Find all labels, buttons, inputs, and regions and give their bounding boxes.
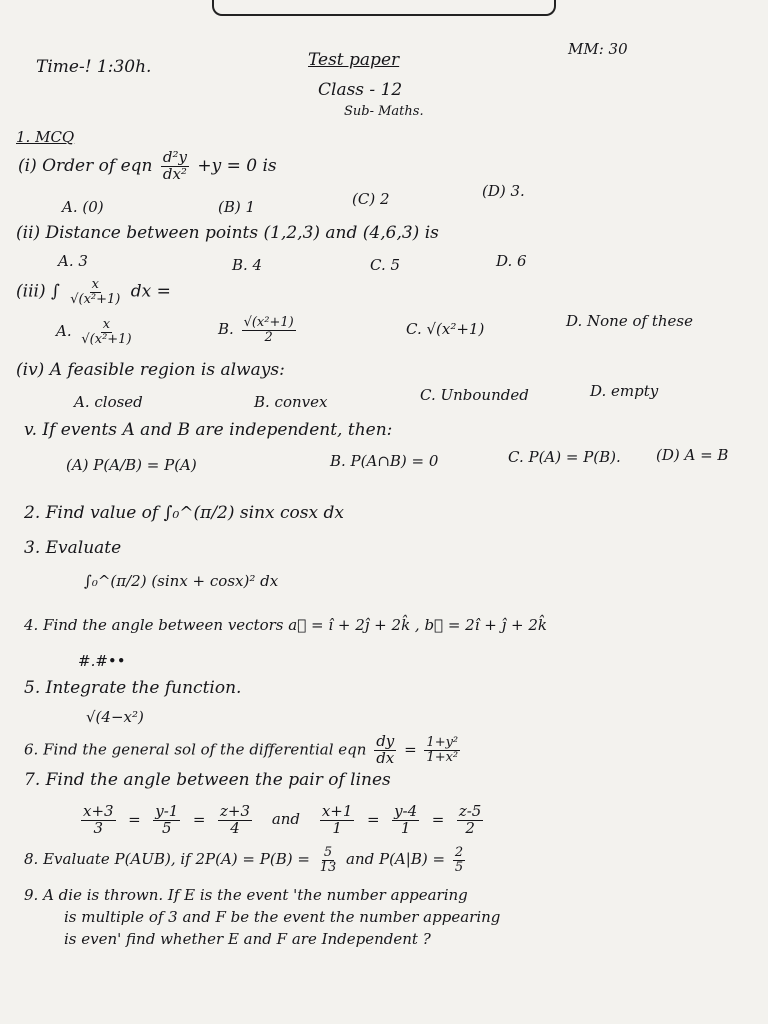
q1iii-option-d: D. None of these [566, 312, 693, 330]
q7-line1-y [153, 804, 180, 837]
question-1i-rest: +y = 0 is [197, 155, 277, 176]
question-8 [24, 846, 468, 874]
q7-l2b-num: y-4 [394, 802, 418, 820]
subject-label: Sub- Maths. [344, 104, 424, 119]
max-marks-label: MM: 30 [568, 40, 628, 58]
q1v-option-b: B. P(A∩B) = 0 [330, 452, 439, 470]
q7-l1c-num: z+3 [220, 802, 251, 820]
question-6-lhs-fraction [374, 734, 396, 767]
question-1iv: (iv) A feasible region is always: [16, 360, 285, 380]
q1iii-a-den: √(x²+1) [81, 331, 132, 347]
q7-l1c-den: 4 [230, 818, 240, 837]
q1iii-option-a-fraction [79, 318, 133, 346]
q7-l2a-num: x+1 [321, 802, 353, 820]
time-label: Time-! 1:30h. [36, 57, 152, 77]
q6-equals: = [404, 740, 417, 759]
q1iii-option-a [56, 318, 137, 346]
q7-and: and [271, 810, 301, 829]
q1iii-a-num: x [102, 317, 111, 332]
question-1iii-rest: dx = [130, 281, 171, 302]
q1ii-option-c: C. 5 [370, 256, 401, 274]
section-mcq-heading: 1. MCQ [16, 128, 75, 146]
q1iv-option-d: D. empty [590, 382, 659, 400]
q8-f2-den: 5 [454, 859, 464, 875]
question-9-line-2: is multiple of 3 and F be the event the number appearing [64, 908, 501, 926]
q1iii-option-b-fraction [242, 316, 296, 344]
q1i-frac-num: d²y [162, 148, 187, 166]
notebook-binding-edge [212, 0, 556, 16]
q1iii-b-den: 2 [264, 329, 273, 345]
question-9-line-1: 9. A die is thrown. If E is the event 'the number appearing [24, 886, 468, 904]
question-1v: v. If events A and B are independent, then: [24, 420, 393, 440]
q6-lhs-den: dx [376, 748, 395, 767]
question-1ii: (ii) Distance between points (1,2,3) and (4,6,3) is [16, 223, 439, 243]
class-label: Class - 12 [318, 80, 403, 100]
q7-eq1: = [123, 810, 146, 829]
question-7: 7. Find the angle between the pair of lines [24, 770, 391, 790]
q7-l2b-den: 1 [400, 818, 411, 837]
question-3: 3. Evaluate [24, 538, 122, 558]
q1iii-option-b-label: B. [218, 320, 234, 339]
question-4-scribble: #.#•• [78, 652, 126, 670]
q7-l1a-num: x+3 [83, 802, 114, 820]
q1v-option-a: (A) P(A/B) = P(A) [66, 456, 197, 474]
question-3-expression: ∫₀^(π/2) (sinx + cosx)² dx [84, 572, 279, 590]
q7-l2a-den: 1 [332, 818, 342, 837]
q1iii-frac-num: x [91, 277, 99, 292]
q7-line2-z [457, 804, 484, 837]
question-1iii [16, 278, 171, 306]
q7-l1a-den: 3 [93, 818, 104, 837]
q1i-frac-den: dx² [162, 164, 187, 183]
question-5-expression: √(4−x²) [86, 708, 144, 726]
q7-eq4: = [426, 810, 450, 829]
question-5: 5. Integrate the function. [24, 678, 242, 698]
q1iii-b-num: √(x²+1) [243, 315, 294, 330]
question-8-mid: and P(A|B) = [346, 850, 446, 869]
q8-f1-num: 5 [323, 845, 333, 860]
q1i-option-b: (B) 1 [218, 198, 256, 216]
q7-line2-y [392, 804, 419, 837]
q1iii-option-c: C. √(x²+1) [406, 320, 485, 338]
q1iii-option-b [218, 316, 299, 344]
question-6 [24, 734, 463, 767]
question-8-stem: 8. Evaluate P(AUB), if 2P(A) = P(B) = [24, 850, 310, 869]
q1ii-option-d: D. 6 [496, 252, 527, 270]
q7-l1b-num: y-1 [155, 802, 179, 820]
q1v-option-c: C. P(A) = P(B). [508, 448, 621, 466]
q1iii-integrand-fraction [68, 278, 122, 306]
question-1i [18, 150, 277, 183]
q7-eq3: = [362, 810, 385, 829]
q1i-derivative-fraction [161, 150, 189, 183]
question-4: 4. Find the angle between vectors a⃗ = î + 2ĵ + 2k̂ , b⃗ = 2î + ĵ + 2k̂ [24, 616, 548, 634]
q7-l2c-num: z-5 [458, 802, 482, 820]
q1v-option-d: (D) A = B [656, 446, 729, 464]
question-1iii-stem: (iii) ∫ [16, 281, 60, 302]
q6-rhs-num: 1+y² [426, 735, 459, 751]
paper-title: Test paper [308, 50, 400, 70]
q1iv-option-c: C. Unbounded [420, 386, 529, 404]
q7-eq2: = [188, 810, 211, 829]
q6-rhs-den: 1+x² [426, 749, 459, 765]
q8-fraction-2 [453, 846, 465, 874]
question-7-lines [78, 804, 486, 837]
question-2: 2. Find value of ∫₀^(π/2) sinx cosx dx [24, 503, 344, 523]
q7-line1-z [218, 804, 252, 837]
q1iii-option-a-label: A. [56, 322, 72, 341]
question-9-line-3: is even' find whether E and F are Independent ? [64, 930, 431, 948]
q7-line2-x [320, 804, 355, 837]
q1iii-frac-den: √(x²+1) [70, 291, 121, 307]
q1iv-option-a: A. closed [74, 393, 143, 411]
q8-fraction-1 [318, 846, 339, 874]
q8-f2-num: 2 [454, 845, 464, 860]
q1ii-option-a: A. 3 [58, 252, 88, 270]
q7-l1b-den: 5 [162, 818, 172, 837]
question-6-rhs-fraction [424, 736, 460, 764]
q7-l2c-den: 2 [465, 818, 475, 837]
q8-f1-den: 13 [319, 859, 337, 875]
question-6-stem: 6. Find the general sol of the differential eqn [24, 740, 367, 759]
question-1i-stem: (i) Order of eqn [18, 155, 153, 176]
q6-lhs-num: dy [376, 732, 395, 750]
q7-line1-x [81, 804, 116, 837]
q1i-option-a: A. (0) [62, 198, 104, 216]
q1i-option-c: (C) 2 [352, 190, 390, 208]
q1i-option-d: (D) 3. [482, 182, 525, 200]
q1ii-option-b: B. 4 [232, 256, 263, 274]
q1iv-option-b: B. convex [254, 393, 328, 411]
